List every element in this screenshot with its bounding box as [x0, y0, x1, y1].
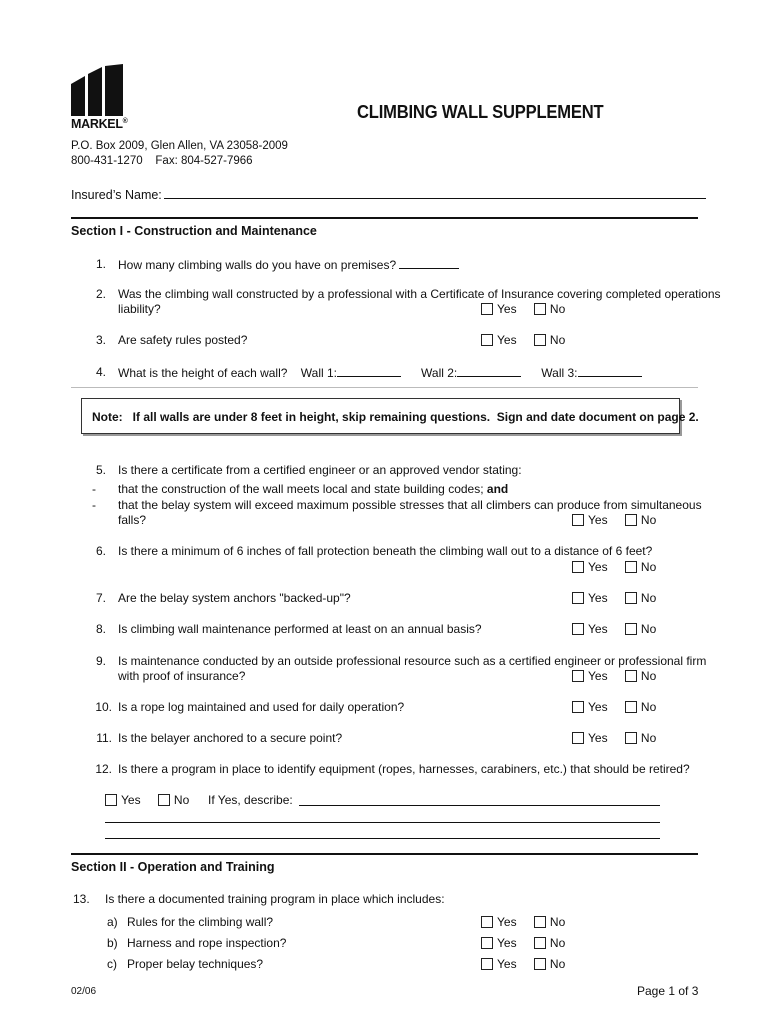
wall-2-height-field[interactable]: [457, 365, 521, 377]
wall-1-height-field[interactable]: [337, 365, 401, 377]
question-2-options: Yes No: [481, 302, 565, 316]
form-date: 02/06: [71, 986, 97, 997]
question-number: 2.: [95, 287, 106, 301]
no-checkbox[interactable]: [625, 592, 637, 604]
question-5-bullet-1: that the construction of the wall meets local and state building codes; and: [118, 482, 509, 496]
markel-logo: [71, 64, 128, 131]
question-number: 1.: [95, 257, 106, 271]
question-11: Is the belayer anchored to a secure point?: [118, 731, 343, 745]
yes-checkbox[interactable]: [481, 958, 493, 970]
question-5-options: Yes No: [572, 513, 656, 527]
question-number: 6.: [95, 544, 106, 558]
yes-checkbox[interactable]: [481, 937, 493, 949]
question-number: 5.: [95, 463, 106, 477]
question-3: Are safety rules posted?: [118, 333, 248, 347]
question-6: Is there a minimum of 6 inches of fall protection beneath the climbing wall out to a distance of 6 feet?: [118, 544, 653, 558]
sub-item-harness: Harness and rope inspection?: [127, 936, 287, 950]
question-9-cont: with proof of insurance?: [118, 669, 246, 683]
question-number: 4.: [95, 365, 106, 379]
question-5: Is there a certificate from a certified engineer or an approved vendor stating:: [118, 463, 522, 477]
question-8-options: Yes No: [572, 622, 656, 636]
no-checkbox[interactable]: [625, 514, 637, 526]
question-12: Is there a program in place to identify equipment (ropes, harnesses, carabiners, etc.) that should be retired?: [118, 762, 690, 776]
no-checkbox[interactable]: [625, 701, 637, 713]
section-1-title: Section I - Construction and Maintenance: [71, 224, 317, 238]
question-1: How many climbing walls do you have on premises?: [118, 257, 459, 272]
question-13c-options: Yes No: [481, 957, 565, 971]
yes-checkbox[interactable]: [572, 732, 584, 744]
section-divider: [71, 853, 698, 855]
section-2-title: Section II - Operation and Training: [71, 860, 275, 874]
no-checkbox[interactable]: [625, 670, 637, 682]
sub-item-rules: Rules for the climbing wall?: [127, 915, 274, 929]
sub-item-letter: c): [107, 957, 117, 971]
question-4: What is the height of each wall? Wall 1: Wall 2: Wall 3:: [118, 365, 642, 380]
note-text: Note: If all walls are under 8 feet in height, skip remaining questions. Sign and date document on page 2.: [92, 410, 699, 424]
no-checkbox[interactable]: [625, 561, 637, 573]
question-number: 12.: [95, 762, 112, 776]
no-checkbox[interactable]: [625, 732, 637, 744]
insured-name-line[interactable]: [164, 186, 706, 199]
question-13a-options: Yes No: [481, 915, 565, 929]
question-9-options: Yes No: [572, 669, 656, 683]
question-10: Is a rope log maintained and used for daily operation?: [118, 700, 405, 714]
yes-checkbox[interactable]: [572, 561, 584, 573]
question-5-bullet-2-cont: falls?: [118, 513, 147, 527]
yes-checkbox[interactable]: [481, 916, 493, 928]
question-2-cont: liability?: [118, 302, 161, 316]
bullet-dash: -: [92, 498, 96, 512]
yes-checkbox[interactable]: [572, 514, 584, 526]
question-2: Was the climbing wall constructed by a professional with a Certificate of Insurance covering completed operations: [118, 287, 721, 301]
bullet-dash: -: [92, 482, 96, 496]
describe-line-3[interactable]: [105, 838, 660, 839]
yes-checkbox[interactable]: [481, 303, 493, 315]
no-checkbox[interactable]: [534, 958, 546, 970]
sub-item-letter: a): [107, 915, 118, 929]
question-6-options: Yes No: [572, 560, 656, 574]
question-7: Are the belay system anchors "backed-up"?: [118, 591, 351, 605]
sub-item-letter: b): [107, 936, 118, 950]
no-checkbox[interactable]: [534, 303, 546, 315]
question-5-bullet-2: that the belay system will exceed maximum possible stresses that all climbers can produce from simultaneous: [118, 498, 702, 512]
yes-checkbox[interactable]: [572, 623, 584, 635]
wall-3-height-field[interactable]: [578, 365, 642, 377]
insured-name-field[interactable]: Insured’s Name:: [71, 186, 706, 202]
question-number: 9.: [95, 654, 106, 668]
note-box: [81, 398, 699, 434]
question-number: 13.: [73, 892, 90, 906]
describe-label: If Yes, describe:: [208, 793, 293, 807]
question-8: Is climbing wall maintenance performed at least on an annual basis?: [118, 622, 482, 636]
question-9: Is maintenance conducted by an outside professional resource such as a certified engineer or professional firm: [118, 654, 707, 668]
address: P.O. Box 2009, Glen Allen, VA 23058-2009: [71, 140, 288, 152]
question-13b-options: Yes No: [481, 936, 565, 950]
question-number: 10.: [95, 700, 112, 714]
question-10-options: Yes No: [572, 700, 656, 714]
page-number: Page 1 of 3: [637, 984, 699, 998]
wall-count-field[interactable]: [399, 257, 459, 269]
page-title: CLIMBING WALL SUPPLEMENT: [357, 102, 604, 122]
brand-name: MARKEL®: [71, 117, 128, 131]
yes-checkbox[interactable]: [572, 701, 584, 713]
no-checkbox[interactable]: [534, 334, 546, 346]
yes-checkbox[interactable]: [572, 592, 584, 604]
yes-checkbox[interactable]: [105, 794, 117, 806]
yes-checkbox[interactable]: [572, 670, 584, 682]
question-number: 3.: [95, 333, 106, 347]
describe-line-1[interactable]: [299, 805, 660, 806]
question-11-options: Yes No: [572, 731, 656, 745]
no-checkbox[interactable]: [534, 916, 546, 928]
describe-line-2[interactable]: [105, 822, 660, 823]
question-number: 7.: [95, 591, 106, 605]
yes-checkbox[interactable]: [481, 334, 493, 346]
section-divider: [71, 217, 698, 219]
question-number: 8.: [95, 622, 106, 636]
question-3-options: Yes No: [481, 333, 565, 347]
sub-item-belay: Proper belay techniques?: [127, 957, 264, 971]
phone-fax: 800-431-1270 Fax: 804-527-7966: [71, 155, 253, 167]
no-checkbox[interactable]: [158, 794, 170, 806]
no-checkbox[interactable]: [534, 937, 546, 949]
question-12-options: Yes No: [105, 793, 189, 807]
question-13: Is there a documented training program in place which includes:: [105, 892, 445, 906]
dotted-divider: [71, 387, 698, 388]
question-number: 11.: [96, 731, 112, 745]
question-7-options: Yes No: [572, 591, 656, 605]
no-checkbox[interactable]: [625, 623, 637, 635]
